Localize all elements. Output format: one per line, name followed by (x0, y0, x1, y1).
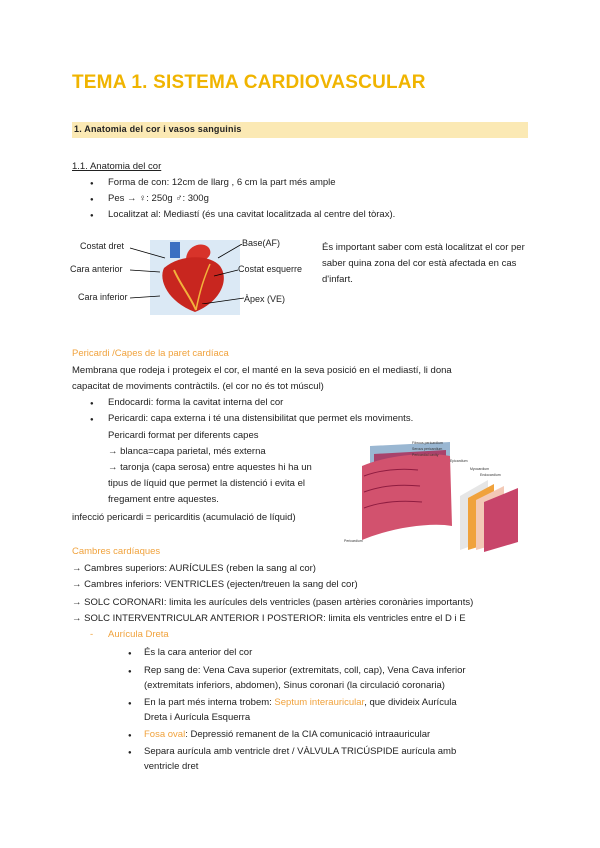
list-item (144, 696, 457, 710)
list-item-continuation: Dreta i Aurícula Esquerra (144, 712, 251, 723)
label-costat-dret: Costat dret (80, 241, 125, 251)
auricula-dreta-heading: - Aurícula Dreta (108, 628, 169, 642)
pericardi-line: tipus de líquid que permet la distenció i evita el (108, 478, 305, 489)
bullet-item: ● Pericardi: capa externa i té una distensibilitat que permet els moviments. (108, 412, 413, 426)
page-title: TEMA 1. SISTEMA CARDIOVASCULAR (72, 72, 426, 93)
label-cara-anterior: Cara anterior (70, 264, 123, 274)
pericardi-line: → blanca=capa parietal, més externa (108, 446, 266, 457)
layer-label: Pericardial cavity (412, 453, 439, 457)
list-item: ● És la cara anterior del cor (144, 646, 252, 660)
pericardi-heading: Pericardi /Capes de la paret cardíaca (72, 348, 229, 359)
layer-label: Myocardium (470, 467, 490, 471)
bullet-item: ● Pes → ♀: 250g ♂: 300g (108, 192, 209, 206)
pericardi-infeccio: infecció pericardi = pericarditis (acumulació de líquid) (72, 512, 296, 523)
bullet-item: ● Forma de con: 12cm de llarg , 6 cm la part més ample (108, 176, 336, 190)
layer-label: Epicardium (450, 459, 468, 463)
text-fragment: , que divideix Aurícula (364, 697, 457, 708)
layer-label: Endocardium (480, 473, 501, 477)
label-apex: Àpex (VE) (244, 294, 286, 304)
list-item: ● Rep sang de: Vena Cava superior (extremitats, coll, cap), Vena Cava inferior (144, 664, 466, 678)
bullet-item: ● Endocardi: forma la cavitat interna del cor (108, 396, 283, 410)
pericardi-line: → taronja (capa serosa) entre aquestes hi ha un (108, 462, 312, 473)
layer-label: Serous pericardium (412, 447, 443, 451)
text-fragment: : Depressió remanent de la CIA comunicació intraauricular (185, 729, 431, 740)
list-item-continuation: ventricle dret (144, 761, 199, 772)
layer-label: Fibrous pericardium (412, 441, 443, 445)
text-fragment: En la part més interna trobem: (144, 697, 275, 708)
important-note: És important saber com està localitzat el cor per saber quina zona del cor està afectada en cas d'infart. (322, 242, 525, 285)
subheading-1-1: 1.1. Anatomia del cor (72, 161, 162, 172)
label-cara-inferior: Cara inferior (78, 292, 128, 302)
label-costat-esquerre: Costat esquerre (238, 264, 303, 274)
cambres-line: → SOLC CORONARI: limita les aurícules dels ventricles (pasen artèries coronàries importants) (72, 597, 474, 608)
list-item: ● Separa aurícula amb ventricle dret / VÀLVULA TRICÚSPIDE aurícula amb (144, 745, 456, 759)
fosa-oval-highlight: Fosa oval (144, 729, 186, 740)
cambres-line: → Cambres superiors: AURÍCULES (reben la sang al cor) (72, 563, 316, 574)
section-heading: 1. Anatomia del cor i vasos sanguinis (74, 124, 242, 134)
pericardi-line: fregament entre aquestes. (108, 494, 219, 505)
layer-label: Pericardium (344, 539, 363, 543)
pericardium-layers-figure (340, 436, 530, 554)
cambres-line: → Cambres inferiors: VENTRICLES (ejecten/treuen la sang del cor) (72, 579, 358, 590)
list-item-continuation: (extremitats inferiors, abdomen), Sinus coronari (la circulació coronaria) (144, 680, 445, 691)
septum-highlight: Septum interauricular (274, 697, 365, 708)
list-item (144, 728, 430, 742)
cambres-heading: Cambres cardíaques (72, 546, 161, 557)
label-base: Base(AF) (242, 238, 281, 248)
cambres-line: → SOLC INTERVENTRICULAR ANTERIOR I POSTERIOR: limita els ventricles entre el D i E (72, 613, 466, 624)
label-leader-lines (120, 244, 250, 304)
pericardi-text: Membrana que rodeja i protegeix el cor, el manté en la seva posició en el mediastí, li dona (72, 365, 452, 376)
pericardi-line: Pericardi format per diferents capes (108, 430, 259, 441)
bullet-item: ● Localitzat al: Mediastí (és una cavitat localitzada al centre del tòrax). (108, 208, 395, 222)
pericardi-text: capacitat de moviments contràctils. (el cor no és tot múscul) (72, 381, 324, 392)
